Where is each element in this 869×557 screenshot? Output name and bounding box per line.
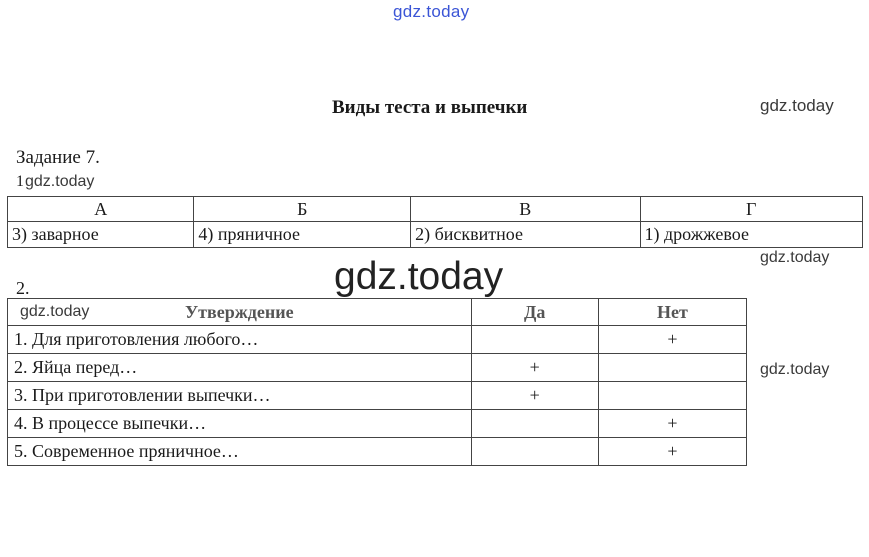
table-row: [8, 438, 747, 466]
table-row: [8, 354, 747, 382]
table1-header-cell: В: [411, 197, 640, 222]
yes-mark: [471, 438, 598, 466]
table-row: [8, 410, 747, 438]
table-row: [8, 326, 747, 354]
table-row: [8, 382, 747, 410]
watermark-right-2: gdz.today: [760, 249, 830, 266]
statement-cell: 1. Для приготовления любого…: [8, 326, 472, 354]
watermark-top: gdz.today: [393, 2, 470, 21]
no-mark: +: [598, 438, 746, 466]
no-mark: +: [598, 326, 746, 354]
watermark-table: gdz.today: [20, 303, 90, 320]
table1-answer-cell: 1) дрожжевое: [640, 222, 862, 248]
watermark-big: gdz.today: [334, 255, 504, 298]
no-mark: [598, 382, 746, 410]
page-title: Виды теста и выпечки: [332, 97, 528, 118]
yes-mark: [471, 410, 598, 438]
yes-mark: [471, 326, 598, 354]
table2-header-row: [8, 299, 747, 326]
task-label: Задание 7.: [16, 147, 100, 168]
statement-cell: 4. В процессе выпечки…: [8, 410, 472, 438]
no-mark: [598, 354, 746, 382]
statement-cell: 2. Яйца перед…: [8, 354, 472, 382]
yes-header: Да: [471, 299, 598, 326]
table1-answer-cell: 2) бисквитное: [411, 222, 640, 248]
no-mark: +: [598, 410, 746, 438]
no-header: Нет: [598, 299, 746, 326]
table1-answer-cell: 3) заварное: [8, 222, 194, 248]
part1-number: 1: [16, 173, 24, 190]
table1-header-cell: Б: [194, 197, 411, 222]
table1-header-cell: Г: [640, 197, 862, 222]
statement-header: Утверждение: [8, 299, 472, 326]
part2-number: 2.: [16, 278, 30, 298]
table1-header-cell: А: [8, 197, 194, 222]
yes-mark: +: [471, 382, 598, 410]
watermark-right-3: gdz.today: [760, 361, 830, 378]
table1-header-row: [8, 197, 863, 222]
statement-cell: 5. Современное пряничное…: [8, 438, 472, 466]
yes-mark: +: [471, 354, 598, 382]
watermark-left-1: gdz.today: [25, 173, 95, 190]
answer-table-1: [7, 196, 863, 248]
watermark-right-1: gdz.today: [760, 96, 834, 115]
table1-answer-row: [8, 222, 863, 248]
statements-table: [7, 298, 747, 466]
table1-answer-cell: 4) пряничное: [194, 222, 411, 248]
statement-cell: 3. При приготовлении выпечки…: [8, 382, 472, 410]
